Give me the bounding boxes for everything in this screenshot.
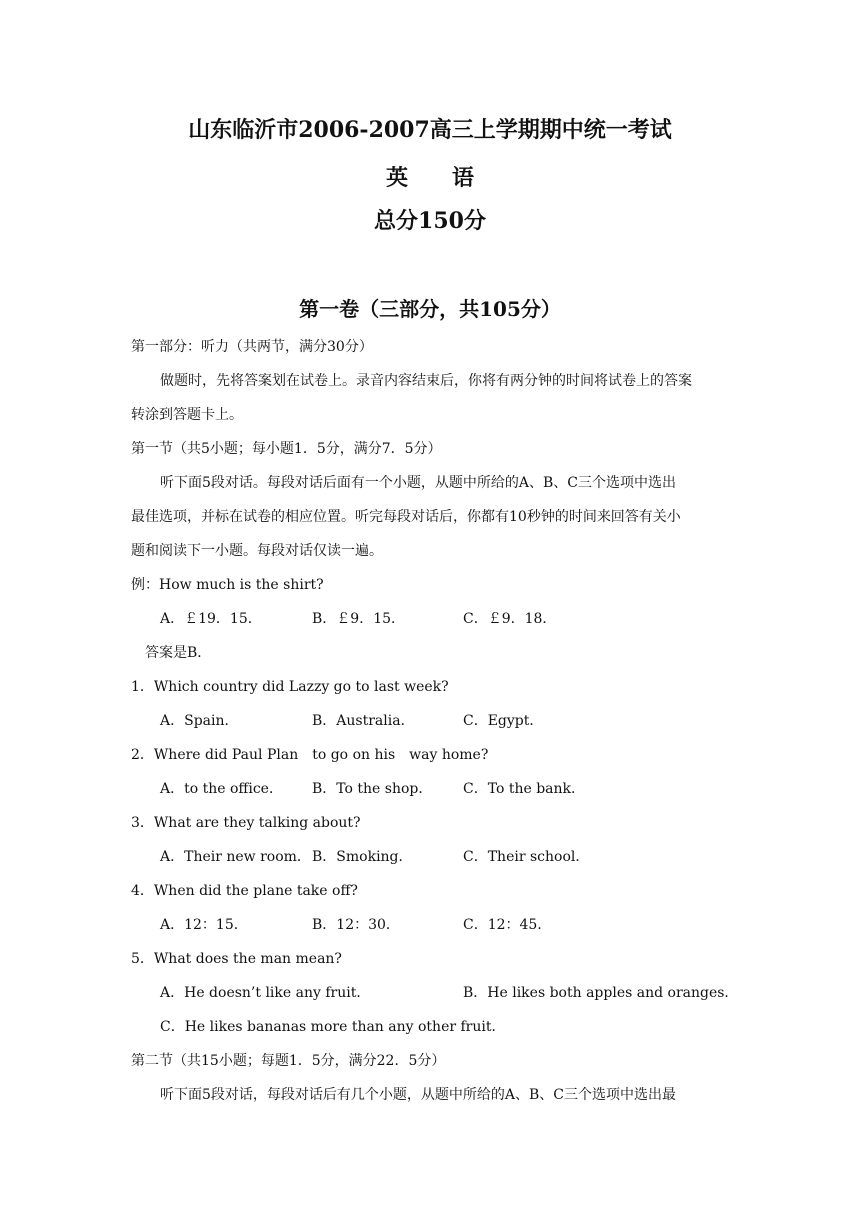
question-2-option-a: A．to the office． [160,781,283,797]
question-4-option-c: C．12：45． [463,917,552,933]
example-question: 例：How much is the shirt? [131,577,324,593]
question-3-option-c: C．Their school． [463,849,590,865]
subject-title: 英 语 [385,165,474,191]
question-4-option-a: A．12：15． [160,917,248,933]
section1-desc-line2: 最佳选项，并标在试卷的相应位置。听完每段对话后，你都有10秒钟的时间来回答有关小 [131,509,681,525]
part1-instruction-line1: 做题时，先将答案划在试卷上。录音内容结束后，你将有两分钟的时间将试卷上的答案 [160,373,692,389]
total-score: 总分150分 [374,208,486,234]
question-2: 2．Where did Paul Plan to go on his way home? [131,747,489,763]
part1-heading: 第一部分：听力（共两节，满分30分） [131,339,373,355]
question-3-option-a: A．Their new room． [160,849,311,865]
example-option-a: A．￡19．15． [160,611,262,627]
question-1-option-c: C．Egypt． [463,713,544,729]
example-option-c: C．￡9．18． [463,611,557,627]
section2-desc-line1: 听下面5段对话，每段对话后有几个小题，从题中所给的A、B、C三个选项中选出最 [160,1087,677,1103]
question-5-option-b: B．He likes both apples and oranges． [463,985,739,1001]
volume-title: 第一卷（三部分，共105分） [299,297,561,321]
question-5: 5．What does the man mean? [131,951,342,967]
question-1-option-a: A．Spain． [160,713,239,729]
example-option-b: B．￡9．15． [312,611,406,627]
part1-instruction-line2: 转涂到答题卡上。 [131,407,243,423]
question-2-option-c: C．To the bank． [463,781,586,797]
section1-heading: 第一节（共5小题；每小题1．5分，满分7．5分） [131,441,442,457]
section2-heading: 第二节（共15小题；每题1．5分，满分22．5分） [131,1053,446,1069]
question-5-option-c: C．He likes bananas more than any other fruit． [160,1019,506,1035]
question-5-option-a: A．He doesn’t like any fruit． [160,985,371,1001]
question-1: 1．Which country did Lazzy go to last week? [131,679,449,695]
example-answer: 答案是B． [145,645,212,661]
question-3: 3．What are they talking about? [131,815,361,831]
exam-title: 山东临沂市2006-2007高三上学期期中统一考试 [188,117,672,143]
question-4: 4．When did the plane take off? [131,883,358,899]
question-3-option-b: B．Smoking． [312,849,413,865]
question-2-option-b: B．To the shop． [312,781,433,797]
section1-desc-line3: 题和阅读下一小题。每段对话仅读一遍。 [131,543,383,559]
question-4-option-b: B．12：30． [312,917,400,933]
section1-desc-line1: 听下面5段对话。每段对话后面有一个小题，从题中所给的A、B、C三个选项中选出 [160,475,677,491]
question-1-option-b: B．Australia． [312,713,415,729]
